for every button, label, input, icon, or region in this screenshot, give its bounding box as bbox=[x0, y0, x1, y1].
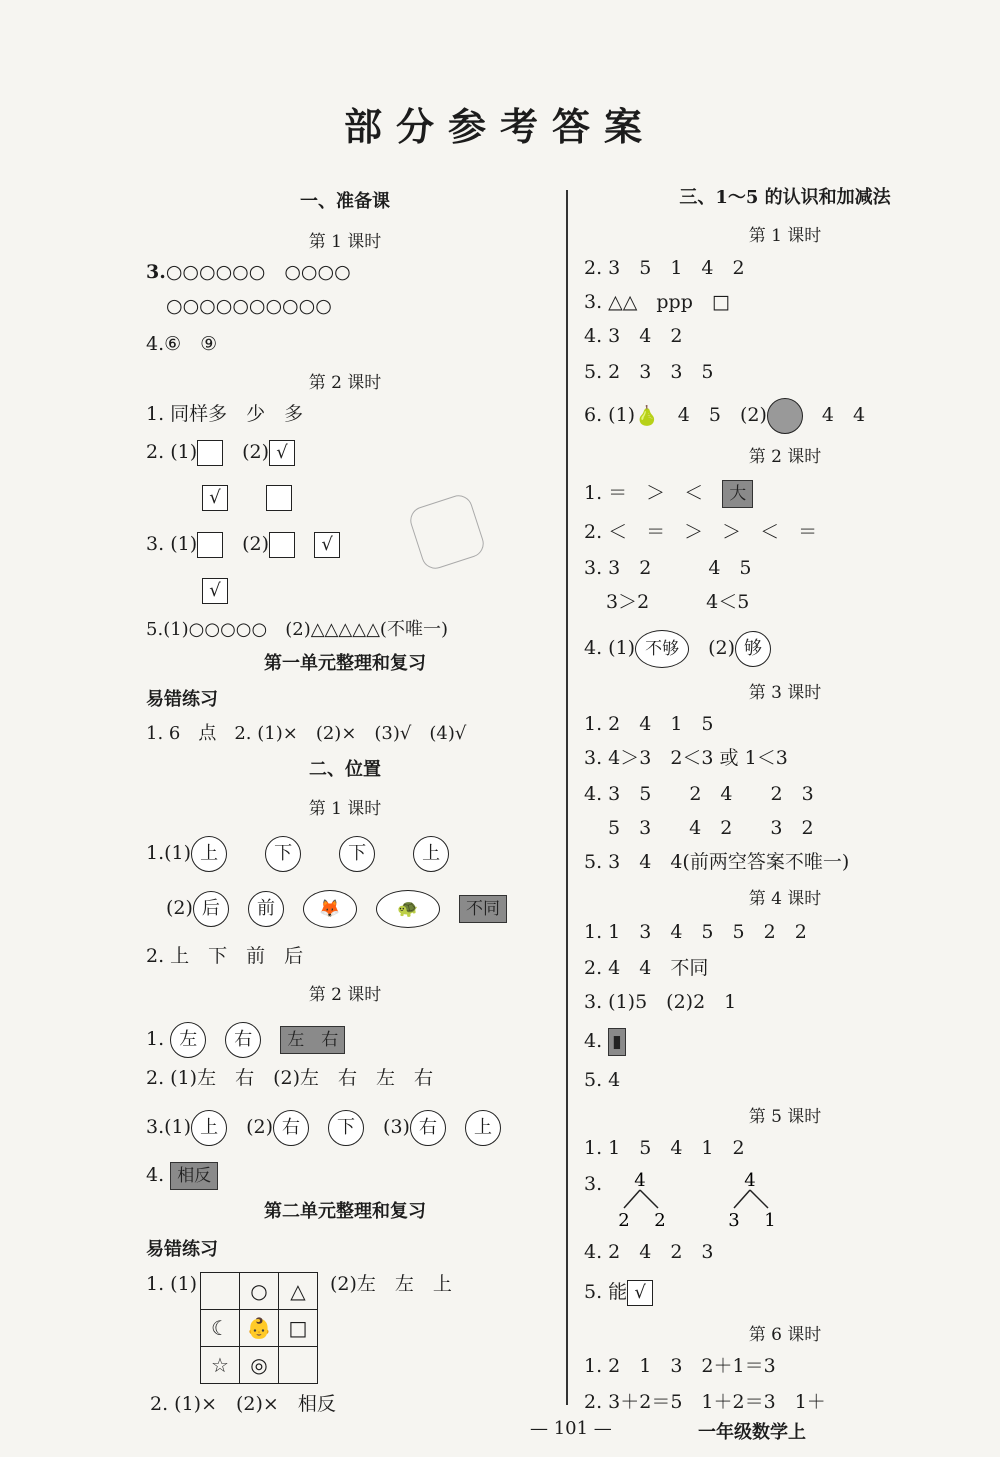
lesson-label: 第 2 课时 bbox=[748, 447, 822, 467]
section-unit2-review: 第二单元整理和复习 bbox=[264, 1201, 426, 1222]
answer-line: 2. (1)左 右 (2)左 右 左 右 bbox=[146, 1067, 433, 1089]
answer-line: 3. bbox=[584, 1173, 603, 1195]
answer-line: 3. (1)5 (2)2 1 bbox=[584, 991, 737, 1013]
answer-line: 1. 6 点 2. (1)× (2)× (3)√ (4)√ bbox=[146, 723, 467, 744]
shaded-answer: 不同 bbox=[459, 895, 507, 923]
book-title: 一年级数学上 bbox=[698, 1422, 806, 1443]
answer-line: 2. 3＋2＝5 1＋2＝3 1＋ bbox=[584, 1391, 826, 1413]
answer-line: 4. 3 5 2 4 2 3 bbox=[584, 783, 814, 805]
section-unit1-review: 第一单元整理和复习 bbox=[264, 653, 426, 674]
circle-answer: 够 bbox=[735, 631, 771, 667]
answer-line: 3＞2 4＜5 bbox=[606, 591, 750, 613]
circle-answer: 上 bbox=[191, 836, 227, 872]
bond-left: 3 bbox=[728, 1210, 740, 1231]
answer-line: 3. △△ ppp □ bbox=[584, 291, 730, 313]
answer-box bbox=[266, 485, 292, 511]
position-grid: ○ △ ☾ 👶 □ ☆ ◎ bbox=[200, 1272, 318, 1384]
section-position: 二、位置 bbox=[309, 759, 381, 780]
answer-line: ○○○○○○○○○○ bbox=[166, 295, 332, 317]
answer-line: 2. 4 4 不同 bbox=[584, 957, 709, 979]
answer-line: 5 3 4 2 3 2 bbox=[608, 817, 814, 839]
answer-line bbox=[202, 578, 228, 604]
answer-line: 4. 相反 bbox=[146, 1162, 218, 1190]
answer-line: 3. (1) (2) √ bbox=[146, 532, 340, 558]
answer-line: 4. (1) 不够 (2) 够 bbox=[584, 630, 771, 668]
answer-box bbox=[197, 532, 223, 558]
baby-picture-icon: 👶 bbox=[240, 1310, 279, 1347]
bond-top: 4 bbox=[744, 1170, 756, 1191]
error-practice-label: 易错练习 bbox=[146, 1239, 218, 1260]
circle-answer: 上 bbox=[465, 1110, 501, 1146]
answer-box: √ bbox=[202, 578, 228, 604]
section-1-5-numbers: 三、1～5 的认识和加减法 bbox=[679, 187, 891, 208]
answer-line: 3. 3 2 4 5 bbox=[584, 557, 752, 579]
answer-line: 5. 3 4 4(前两空答案不唯一) bbox=[584, 851, 850, 873]
bond-left: 2 bbox=[618, 1210, 630, 1231]
shaded-answer: 相反 bbox=[170, 1162, 218, 1190]
oval-answer: 不够 bbox=[635, 630, 689, 668]
error-practice-label: 易错练习 bbox=[146, 689, 218, 710]
answer-line: 1. (1) bbox=[146, 1273, 198, 1295]
circle-answer: 下 bbox=[339, 836, 375, 872]
answer-line: 2. ＜ ＝ ＞ ＞ ＜ ＝ bbox=[584, 521, 818, 543]
answer-line: 5. 4 bbox=[584, 1069, 621, 1091]
shaded-figure-icon: ▮ bbox=[608, 1028, 625, 1056]
page-number: — 101 — bbox=[530, 1418, 612, 1439]
number-bond-diagrams bbox=[610, 1168, 830, 1232]
turtle-picture-icon: 🐢 bbox=[376, 890, 440, 928]
column-divider bbox=[566, 190, 568, 1405]
lesson-label: 第 4 课时 bbox=[748, 889, 822, 909]
shaded-answer: 大 bbox=[722, 480, 753, 508]
circle-answer: 右 bbox=[273, 1110, 309, 1146]
pear-picture-icon: 🍐 bbox=[635, 405, 659, 427]
answer-line: 1. 2 1 3 2＋1＝3 bbox=[584, 1355, 776, 1377]
answer-line: 2. (1)× (2)× 相反 bbox=[150, 1393, 336, 1415]
faint-stamp bbox=[407, 492, 488, 573]
bond-right: 2 bbox=[654, 1210, 666, 1231]
answer-line: 2. 上 下 前 后 bbox=[146, 945, 304, 967]
circle-answer: 上 bbox=[413, 836, 449, 872]
answer-line bbox=[202, 485, 292, 511]
lesson-label: 第 6 课时 bbox=[748, 1325, 822, 1345]
answer-line: 4. 3 4 2 bbox=[584, 325, 683, 347]
lesson-label: 第 3 课时 bbox=[748, 683, 822, 703]
circle-answer: 右 bbox=[410, 1110, 446, 1146]
answer-line: (2)左 左 上 bbox=[330, 1273, 452, 1295]
circle-answer: 下 bbox=[328, 1110, 364, 1146]
answer-line: 3.○○○○○○ ○○○○ bbox=[146, 261, 351, 283]
answer-line: 5. 2 3 3 5 bbox=[584, 361, 714, 383]
shaded-answer: 左 右 bbox=[280, 1026, 345, 1054]
bond-right: 1 bbox=[764, 1210, 776, 1231]
answer-line: 4. 2 4 2 3 bbox=[584, 1241, 714, 1263]
answer-line: 4. ▮ bbox=[584, 1028, 626, 1056]
answer-box: √ bbox=[314, 532, 340, 558]
circle-answer: 下 bbox=[265, 836, 301, 872]
lesson-label: 第 2 课时 bbox=[308, 373, 382, 393]
answer-line: 1. ＝ ＞ ＜ 大 bbox=[584, 480, 753, 508]
answer-line: 6. (1)🍐 4 5 (2) 4 4 bbox=[584, 398, 865, 434]
answer-line: 2. 3 5 1 4 2 bbox=[584, 257, 745, 279]
answer-box bbox=[269, 532, 295, 558]
answer-line: 1. 2 4 1 5 bbox=[584, 713, 714, 735]
lesson-label: 第 5 课时 bbox=[748, 1107, 822, 1127]
ball-picture-icon bbox=[767, 398, 803, 434]
circle-answer: 后 bbox=[193, 891, 229, 927]
answer-line: (2) 后 前 🦊 🐢 不同 bbox=[166, 890, 507, 928]
answer-line: 1.(1) 上 下 下 上 bbox=[146, 836, 449, 872]
lesson-label: 第 1 课时 bbox=[748, 226, 822, 246]
circle-answer: 左 bbox=[170, 1022, 206, 1058]
answer-line: 3. 4＞3 2＜3 或 1＜3 bbox=[584, 747, 788, 769]
answer-line: 1. 1 3 4 5 5 2 2 bbox=[584, 921, 807, 943]
answer-box: √ bbox=[202, 485, 228, 511]
circle-answer: 上 bbox=[191, 1110, 227, 1146]
circle-answer: 右 bbox=[225, 1022, 261, 1058]
section-prep: 一、准备课 bbox=[300, 191, 390, 212]
bond-top: 4 bbox=[634, 1170, 646, 1191]
answer-line: 1. 1 5 4 1 2 bbox=[584, 1137, 745, 1159]
lesson-label: 第 1 课时 bbox=[308, 799, 382, 819]
answer-line: 2. (1) (2) √ bbox=[146, 440, 295, 466]
lesson-label: 第 2 课时 bbox=[308, 985, 382, 1005]
circle-answer: 前 bbox=[248, 891, 284, 927]
fox-picture-icon: 🦊 bbox=[303, 890, 357, 928]
answer-line: 4.⑥ ⑨ bbox=[146, 333, 218, 355]
page-title: 部分参考答案 bbox=[343, 104, 656, 149]
answer-box: √ bbox=[269, 440, 295, 466]
answer-line: 5.(1)○○○○○ (2)△△△△△(不唯一) bbox=[146, 619, 448, 640]
answer-line: 3.(1) 上 (2) 右 下 (3) 右 上 bbox=[146, 1110, 501, 1146]
answer-box bbox=[197, 440, 223, 466]
answer-line: 1. 左 右 左 右 bbox=[146, 1022, 345, 1058]
answer-line: 1. 同样多 少 多 bbox=[146, 403, 304, 425]
answer-box: √ bbox=[627, 1280, 653, 1306]
lesson-label: 第 1 课时 bbox=[308, 232, 382, 252]
answer-line: 5. 能 √ bbox=[584, 1280, 653, 1306]
